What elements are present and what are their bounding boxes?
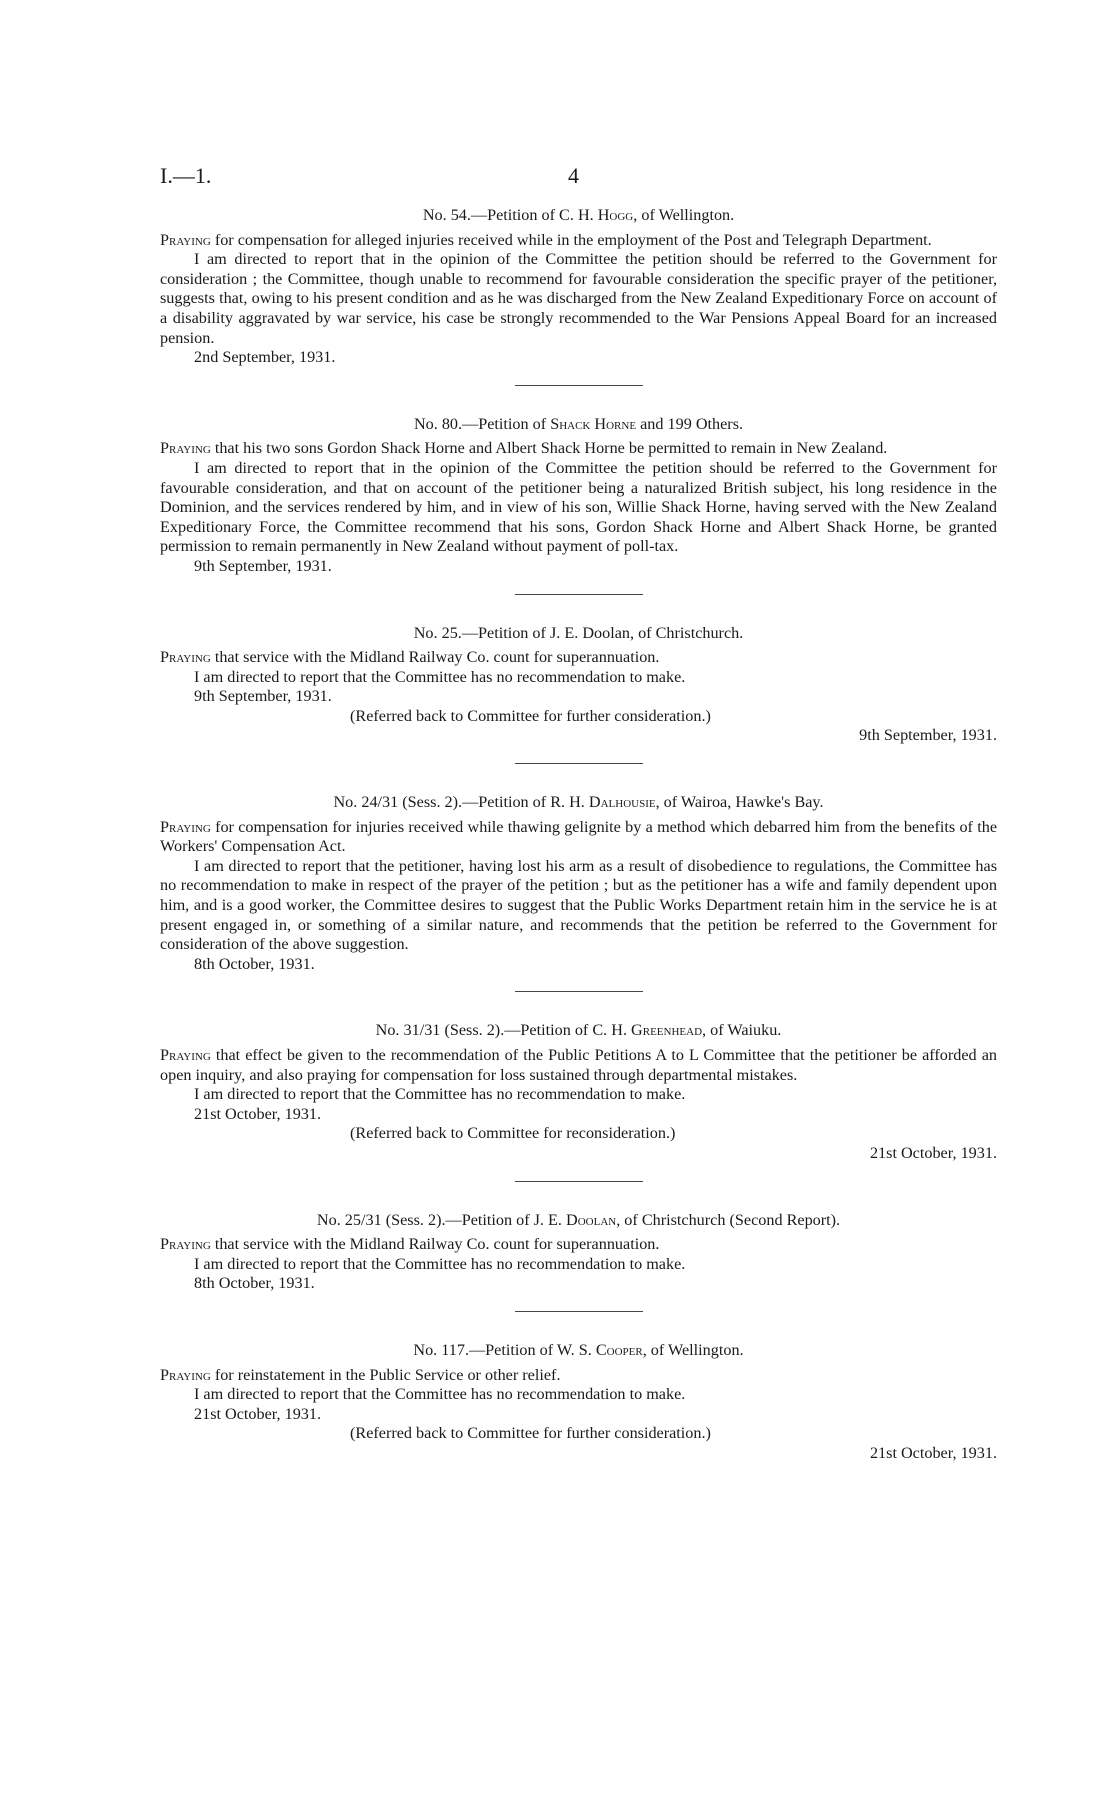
petitioner-name: Hogg	[597, 206, 634, 224]
petitioner-name: Doolan	[566, 1210, 617, 1229]
praying-label: Praying	[160, 1235, 211, 1254]
section-divider	[515, 763, 643, 764]
report-date: 8th October, 1931.	[194, 954, 315, 973]
document-reference: I.—1.	[160, 163, 212, 188]
petition-entry	[160, 1211, 997, 1294]
praying-label: Praying	[160, 230, 211, 249]
petition-entry	[160, 624, 997, 747]
petitioner-name: Cooper	[595, 1340, 643, 1359]
petition-title: No. 24/31 (Sess. 2).—Petition of R. H. Dalhousie, of Wairoa, Hawke's Bay.	[333, 793, 824, 812]
praying-paragraph: Praying that service with the Midland Railway Co. count for superannuation.	[160, 1235, 660, 1254]
praying-label: Praying	[160, 817, 211, 836]
petition-title: No. 117.—Petition of W. S. Cooper, of Wellington.	[413, 1340, 744, 1359]
report-date: 8th October, 1931.	[194, 1274, 315, 1293]
referred-back-date: 21st October, 1931.	[869, 1443, 997, 1462]
referred-back-note: (Referred back to Committee for reconsideration.)	[350, 1124, 676, 1143]
referred-back-date: 9th September, 1931.	[859, 726, 997, 745]
praying-paragraph: Praying that effect be given to the recommendation of the Public Petitions A to L Committee that the petitioner be afforded an open inquiry, and also praying for compensation for loss sustained through departmental mistakes.	[160, 1046, 997, 1084]
report-paragraph: I am directed to report that in the opinion of the Committee the petition should be referred to the Government for consideration ; the Committee, though unable to recommend for favourable consideration the specific prayer of the petitioner, suggests that, owing to his present condition and as he was discharged from the New Zealand Expeditionary Force on account of a disability aggravated by war service, his case be strongly recommended to the War Pensions Appeal Board for an increased pension.	[160, 250, 997, 347]
page-number: 4	[568, 163, 579, 188]
report-date: 21st October, 1931.	[194, 1404, 322, 1423]
section-divider	[515, 385, 643, 386]
report-paragraph: I am directed to report that the Committee has no recommendation to make.	[194, 1254, 686, 1273]
petition-entry	[160, 206, 997, 368]
petition-title: No. 31/31 (Sess. 2).—Petition of C. H. Greenhead, of Waiuku.	[375, 1021, 782, 1040]
report-paragraph: I am directed to report that in the opinion of the Committee the petition should be referred to the Government for favourable consideration, and that on account of the petitioner being a naturalized British subject, his long residence in the Dominion, and the services rendered by him, and in view of his son, Willie Shack Horne, having served with the New Zealand Expeditionary Force, the Committee recommend that his sons, Gordon Shack Horne and Albert Shack Horne, be granted permission to remain permanently in New Zealand without payment of poll-tax.	[160, 458, 997, 556]
report-paragraph: I am directed to report that the Committee has no recommendation to make.	[194, 1085, 686, 1104]
referred-back-date: 21st October, 1931.	[869, 1143, 997, 1162]
praying-label: Praying	[160, 1046, 211, 1064]
petitions-list	[160, 206, 997, 1464]
report-date: 9th September, 1931.	[194, 687, 332, 706]
petition-entry	[160, 793, 997, 974]
section-divider	[515, 991, 643, 992]
praying-paragraph: Praying for reinstatement in the Public Service or other relief.	[160, 1365, 561, 1384]
praying-paragraph: Praying for compensation for injuries received while thawing gelignite by a method which debarred him from the benefits of the Workers' Compensation Act.	[160, 817, 997, 856]
petitioner-name: Greenhead	[631, 1021, 703, 1040]
section-divider	[515, 1311, 643, 1312]
petition-entry	[160, 1341, 997, 1464]
report-paragraph: I am directed to report that the petitioner, having lost his arm as a result of disobedience to regulations, the Committee has no recommendation to make in respect of the prayer of the petition ; but as the petitioner has a wife and family dependent upon him, and is a good worker, the Committee desires to suggest that the Public Works Department retain him in the service he is at present engaged in, or something of a similar nature, and recommends that the petition be referred to the Government for consideration of the above suggestion.	[160, 856, 997, 954]
petition-entry	[160, 415, 997, 577]
report-date: 9th September, 1931.	[194, 556, 332, 575]
praying-label: Praying	[160, 439, 211, 458]
petition-title: No. 25/31 (Sess. 2).—Petition of J. E. Doolan, of Christchurch (Second Report).	[316, 1210, 841, 1229]
praying-paragraph: Praying for compensation for alleged injuries received while in the employment of the Post and Telegraph Department.	[160, 230, 932, 249]
page-header	[160, 163, 1000, 193]
referred-back-note: (Referred back to Committee for further consideration.)	[350, 706, 711, 725]
petitioner-name: Dalhousie	[588, 793, 656, 812]
praying-paragraph: Praying that service with the Midland Railway Co. count for superannuation.	[160, 648, 660, 667]
praying-label: Praying	[160, 648, 211, 667]
referred-back-note: (Referred back to Committee for further consideration.)	[350, 1424, 711, 1443]
report-date: 2nd September, 1931.	[194, 348, 336, 367]
report-paragraph: I am directed to report that the Committee has no recommendation to make.	[194, 667, 686, 686]
petitioner-name: Shack Horne	[550, 414, 637, 433]
praying-label: Praying	[160, 1365, 211, 1384]
petition-entry	[160, 1021, 997, 1163]
petition-title: No. 54.—Petition of C. H. Hogg, of Wellington.	[422, 206, 735, 224]
report-date: 21st October, 1931.	[194, 1104, 322, 1123]
section-divider	[515, 594, 643, 595]
praying-paragraph: Praying that his two sons Gordon Shack Horne and Albert Shack Horne be permitted to remain in New Zealand.	[160, 439, 888, 458]
petition-title: No. 80.—Petition of Shack Horne and 199 Others.	[413, 414, 744, 433]
report-paragraph: I am directed to report that the Committee has no recommendation to make.	[194, 1385, 686, 1404]
section-divider	[515, 1181, 643, 1182]
petition-title: No. 25.—Petition of J. E. Doolan, of Christchurch.	[413, 623, 744, 642]
